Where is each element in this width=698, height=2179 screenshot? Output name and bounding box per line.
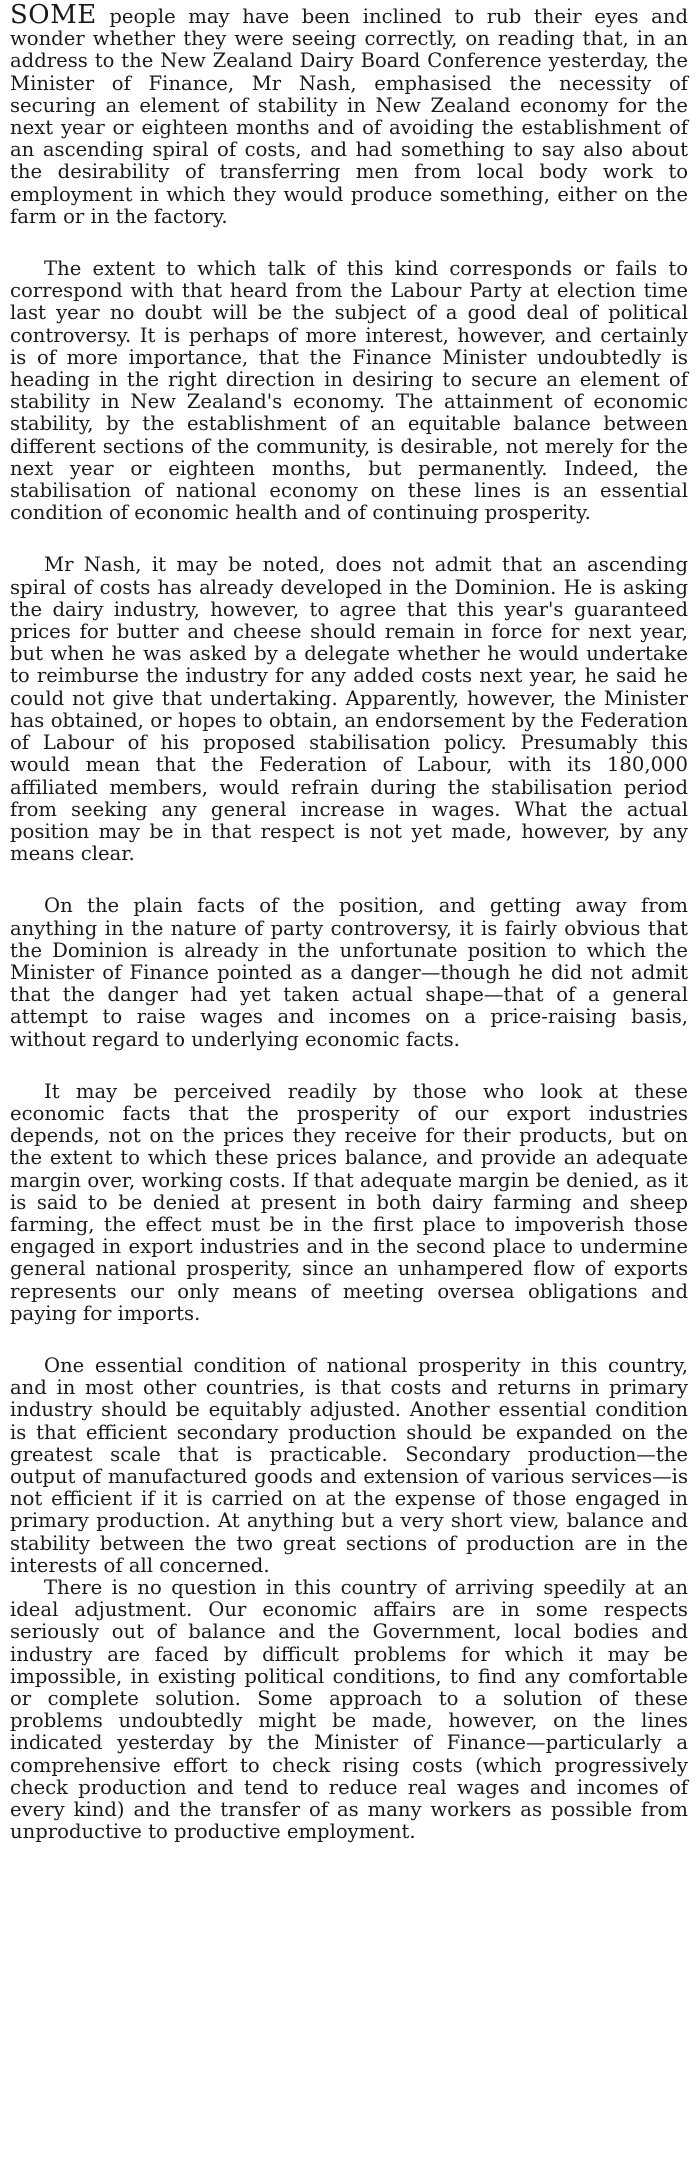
paragraph-7: There is no question in this country of arriving speedily at an ideal adjustment. Our economic affairs are in some respects seriously out of balance and the Government, local bodies and industry are faced by difficult problems for which it may be impossible, in existing political conditions, to find any comfortable or complete solution. Some approach to a solution of these problems undoubtedly might be made, however, on the lines indicated yesterday by the Minister of Finance—particularly a comprehensive effort to check rising costs (which progressively check production and tend to reduce real wages and incomes of every kind) and the transfer of as many workers as possible from unproductive to productive employment. [10,1576,688,1844]
lead-word: SOME [10,0,97,30]
paragraph-3: Mr Nash, it may be noted, does not admit that an ascending spiral of costs has already developed in the Dominion. He is asking the dairy industry, however, to agree that this year's guaranteed prices for butter and cheese should remain in force for next year, but when he was asked by a delegate whether he would undertake to reimburse the industry for any added costs next year, he said he could not give that undertaking. Apparently, however, the Minister has obtained, or hopes to obtain, an endorsement by the Federation of Labour of his proposed stabilisation policy. Presumably this would mean that the Federation of Labour, with its 180,000 affiliated members, would refrain during the stabilisation period from seeking any general increase in wages. What the actual position may be in that respect is not yet made, however, by any means clear. [10,553,688,866]
paragraph-1 [10,0,688,228]
paragraph-4: On the plain facts of the position, and getting away from anything in the nature of party controversy, it is fairly obvious that the Dominion is already in the unfortunate position to which the Minister of Finance pointed as a danger—though he did not admit that the danger had yet taken actual shape—that of a general attempt to raise wages and incomes on a price-raising basis, without regard to underlying economic facts. [10,894,688,1051]
article-column [10,0,688,1844]
paragraph-5: It may be perceived readily by those who look at these economic facts that the prosperity of our export industries depends, not on the prices they receive for their products, but on the extent to which these prices balance, and provide an adequate margin over, working costs. If that adequate margin be denied, as it is said to be denied at present in both dairy farming and sheep farming, the effect must be in the first place to impoverish those engaged in export industries and in the second place to undermine general national prosperity, since an unhampered flow of exports represents our only means of meeting oversea obligations and paying for imports. [10,1079,688,1325]
paragraph-6: One essential condition of national prosperity in this country, and in most other countries, is that costs and returns in primary industry should be equitably adjusted. Another essential condition is that efficient secondary production should be expanded on the greatest scale that is practicable. Secondary production—the output of manufactured goods and extension of various services—is not efficient if it is carried on at the expense of those engaged in primary production. At anything but a very short view, balance and stability between the two great sections of production are in the interests of all concerned. [10,1353,688,1577]
paragraph-2: The extent to which talk of this kind corresponds or fails to correspond with that heard from the Labour Party at election time last year no doubt will be the subject of a good deal of political controversy. It is perhaps of more interest, however, and certainly is of more importance, that the Finance Minister undoubtedly is heading in the right direction in desiring to secure an element of stability in New Zealand's economy. The attainment of economic stability, by the establishment of an equitable balance between different sections of the community, is desirable, not merely for the next year or eighteen months, but permanently. Indeed, the stabilisation of national economy on these lines is an essential condition of economic health and of continuing prosperity. [10,257,688,525]
paragraph-1-text: people may have been inclined to rub their eyes and wonder whether they were seeing correctly, on reading that, in an address to the New Zealand Dairy Board Conference yesterday, the Minister of Finance, Mr Nash, emphasised the necessity of securing an element of stability in New Zealand economy for the next year or eighteen months and of avoiding the establishment of an ascending spiral of costs, and had something to say also about the desirability of transferring men from local body work to employment in which they would produce something, either on the farm or in the factory. [10,5,688,228]
